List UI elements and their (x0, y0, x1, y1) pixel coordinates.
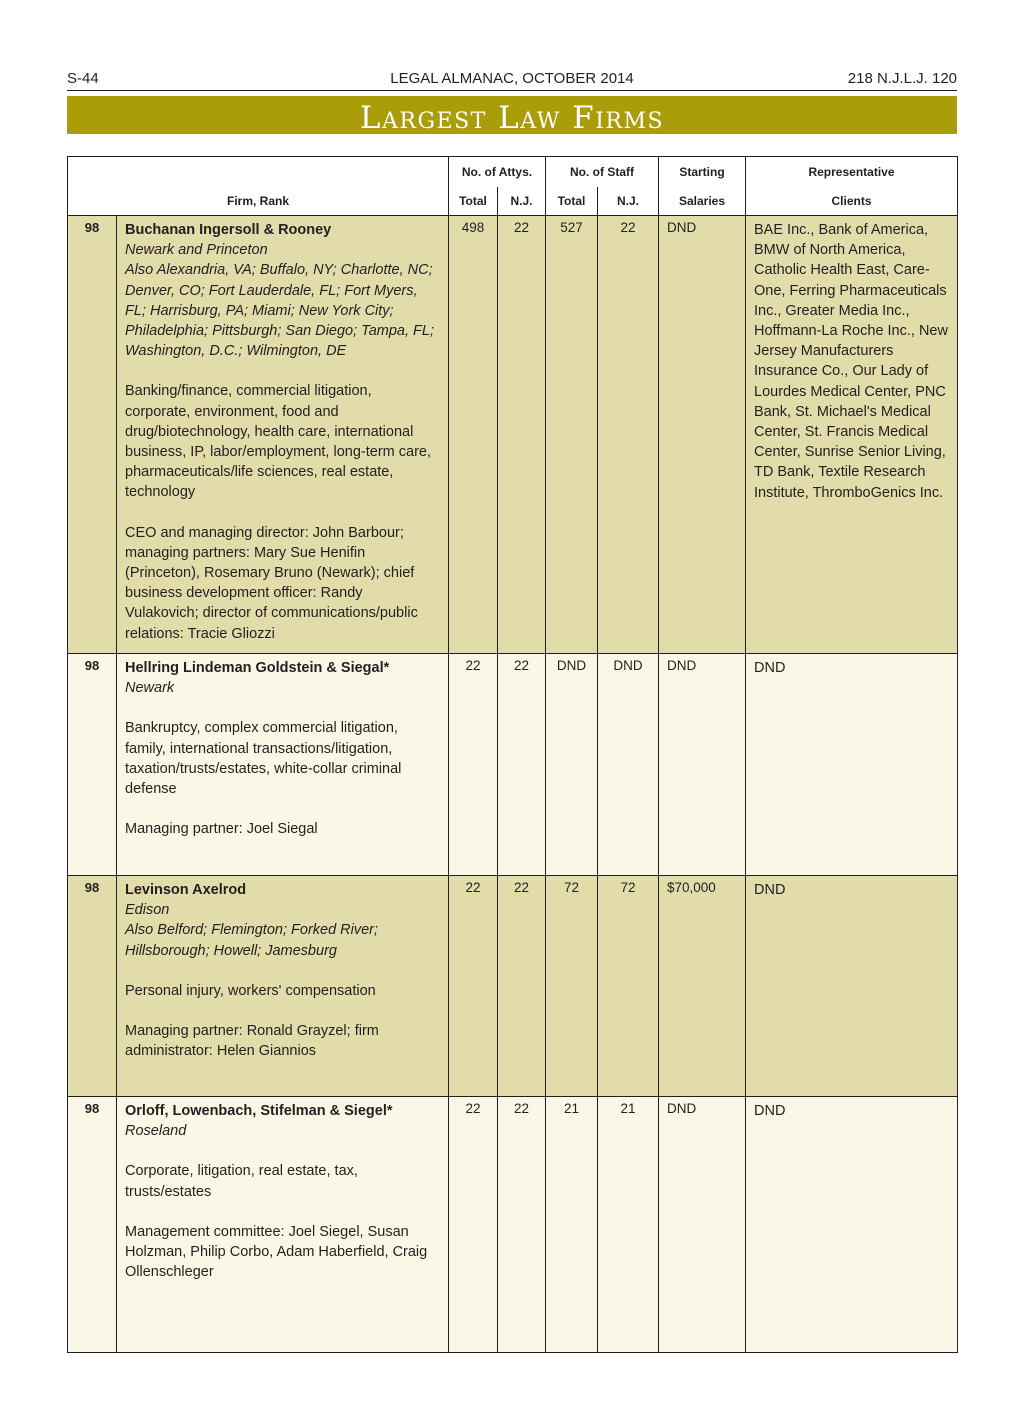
firm-info (117, 1097, 449, 1353)
representative-clients: DND (746, 876, 958, 1097)
starting-salary: DND (659, 216, 746, 654)
header-clients-bottom: Clients (746, 187, 958, 216)
attys-nj: 22 (498, 1097, 546, 1353)
table-row (68, 654, 958, 876)
header-rule (67, 90, 957, 91)
firm-info (117, 876, 449, 1097)
firm-location: Edison (125, 902, 170, 919)
header-staff: No. of Staff (546, 157, 659, 188)
header-salaries-top: Starting (659, 157, 746, 188)
citation: 218 N.J.L.J. 120 (847, 70, 957, 87)
attys-nj: 22 (498, 654, 546, 876)
firm-practice-areas: Corporate, litigation, real estate, tax, trusts/estates (125, 1163, 358, 1200)
staff-total: 527 (546, 216, 598, 654)
staff-total: 21 (546, 1097, 598, 1353)
firm-name: Orloff, Lowenbach, Stifelman & Siegel* (125, 1103, 393, 1119)
header-attys-nj: N.J. (498, 187, 546, 216)
firm-name: Hellring Lindeman Goldstein & Siegal* (125, 660, 390, 676)
representative-clients: BAE Inc., Bank of America, BMW of North America, Catholic Health East, Care-One, Ferring Pharmaceuticals Inc., Greater Media Inc., Hoffmann-La Roche Inc., New Jersey Manufacturers Insurance Co., Our Lady of Lourdes Medical Center, PNC Bank, St. Michael's Medical Center, St. Francis Medical Center, Sunrise Senior Living, TD Bank, Textile Research Institute, ThromboGenics Inc. (746, 216, 958, 654)
firm-location: Newark (125, 680, 175, 697)
header-salaries-bottom: Salaries (659, 187, 746, 216)
header-staff-nj: N.J. (598, 187, 659, 216)
staff-nj: 21 (598, 1097, 659, 1353)
attys-total: 22 (449, 1097, 498, 1353)
firm-management: CEO and managing director: John Barbour; managing partners: Mary Sue Henifin (Princeton), Rosemary Bruno (Newark); chief business development officer: Randy Vulakovich; director of communications/public relations: Tracie Gliozzi (125, 524, 418, 642)
representative-clients: DND (746, 1097, 958, 1353)
firm-rank: 98 (68, 1097, 117, 1353)
law-firms-table (67, 156, 958, 1353)
header-firm-rank: Firm, Rank (68, 187, 449, 216)
firm-name: Buchanan Ingersoll & Rooney (125, 222, 332, 238)
page-header (67, 68, 957, 90)
firm-other-offices: Also Alexandria, VA; Buffalo, NY; Charlotte, NC; Denver, CO; Fort Lauderdale, FL; Fort Myers, FL; Harrisburg, PA; Miami; New York City; Philadelphia; Pittsburgh; San Diego; Tampa, FL; Washington, D.C.; Wilmington, DE (125, 262, 434, 360)
attys-total: 498 (449, 216, 498, 654)
firm-management: Management committee: Joel Siegel, Susan Holzman, Philip Corbo, Adam Haberfield, Craig Ollenschleger (125, 1223, 428, 1281)
attys-total: 22 (449, 876, 498, 1097)
firm-rank: 98 (68, 654, 117, 876)
attys-nj: 22 (498, 876, 546, 1097)
section-banner (67, 96, 957, 134)
firm-rank: 98 (68, 216, 117, 654)
firm-name: Levinson Axelrod (125, 882, 247, 898)
staff-nj: 22 (598, 216, 659, 654)
staff-total: DND (546, 654, 598, 876)
staff-total: 72 (546, 876, 598, 1097)
firm-management: Managing partner: Joel Siegal (125, 821, 318, 838)
attys-total: 22 (449, 654, 498, 876)
starting-salary: DND (659, 1097, 746, 1353)
firm-practice-areas: Personal injury, workers' compensation (125, 982, 376, 999)
firm-other-offices: Also Belford; Flemington; Forked River; Hillsborough; Howell; Jamesburg (125, 922, 379, 959)
staff-nj: DND (598, 654, 659, 876)
firm-info (117, 216, 449, 654)
firm-practice-areas: Bankruptcy, complex commercial litigation, family, international transactions/litigation, taxation/trusts/estates, white-collar criminal defense (125, 720, 402, 798)
table-row (68, 876, 958, 1097)
attys-nj: 22 (498, 216, 546, 654)
table-row (68, 216, 958, 654)
firm-location: Newark and Princeton (125, 242, 268, 259)
header-staff-total: Total (546, 187, 598, 216)
firm-info (117, 654, 449, 876)
firm-management: Managing partner: Ronald Grayzel; firm administrator: Helen Giannios (125, 1023, 379, 1060)
staff-nj: 72 (598, 876, 659, 1097)
header-firm-top (68, 157, 449, 188)
firm-rank: 98 (68, 876, 117, 1097)
header-clients-top: Representative (746, 157, 958, 188)
section-title: Largest Law Firms (359, 100, 665, 136)
table-row (68, 1097, 958, 1353)
header-attys: No. of Attys. (449, 157, 546, 188)
header-attys-total: Total (449, 187, 498, 216)
starting-salary: DND (659, 654, 746, 876)
publication-title: LEGAL ALMANAC, OCTOBER 2014 (390, 70, 634, 87)
page-number: S-44 (67, 70, 99, 87)
firm-location: Roseland (125, 1123, 187, 1140)
representative-clients: DND (746, 654, 958, 876)
firm-practice-areas: Banking/finance, commercial litigation, corporate, environment, food and drug/biotechnology, health care, international business, IP, labor/employment, long-term care, pharmaceuticals/life sciences, real estate, technology (125, 383, 431, 501)
starting-salary: $70,000 (659, 876, 746, 1097)
